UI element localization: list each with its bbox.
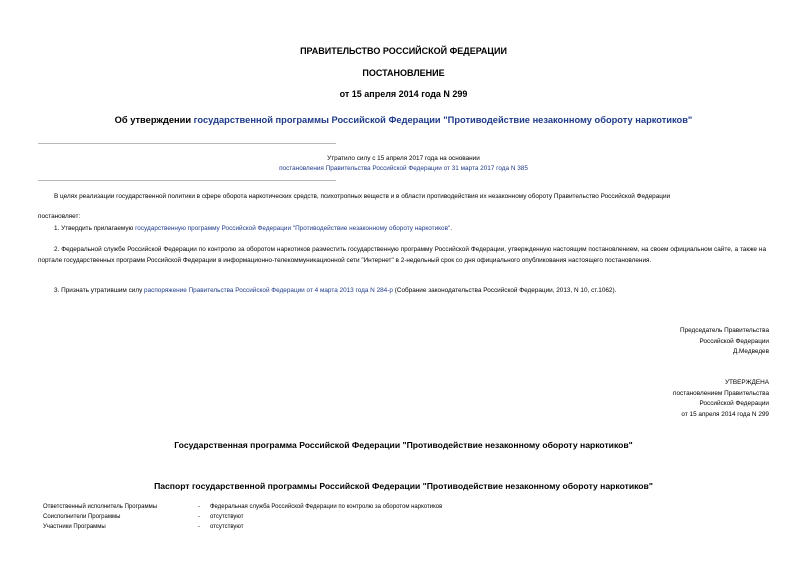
status-notice — [0, 154, 807, 174]
item-2 — [38, 245, 766, 266]
status-line: Утратило силу с 15 апреля 2017 года на основании — [327, 155, 480, 162]
item-3-suffix: (Собрание законодательства Российской Федерации, 2013, N 10, ст.1062). — [392, 287, 617, 294]
title-program-link[interactable]: государственной программы Российской Федерации "Противодействие незаконному обороту наркотиков" — [193, 115, 693, 125]
item-3 — [54, 286, 616, 297]
passport-row — [38, 523, 778, 533]
passport-title: Паспорт государственной программы Российской Федерации "Противодействие незаконному обороту наркотиков" — [154, 481, 653, 491]
approval-block — [469, 378, 769, 420]
passport-dash: - — [198, 514, 200, 520]
passport-row — [38, 513, 778, 523]
item-1 — [54, 224, 452, 235]
divider-top — [38, 143, 336, 144]
signature-position: Председатель Правительства — [680, 327, 769, 334]
item-3-prefix: 3. Признать утратившим силу — [54, 287, 145, 294]
item-1-suffix: . — [450, 225, 453, 232]
passport-label: Ответственный исполнитель Программы — [43, 504, 158, 510]
title-prefix: Об утверждении — [114, 115, 194, 125]
passport-value: Федеральная служба Российской Федерации по контролю за оборотом наркотиков — [210, 504, 443, 510]
approval-body: Российской Федерации — [699, 400, 769, 407]
item-2-text: 2. Федеральной службе Российской Федерации по контролю за оборотом наркотиков разместить государственную программу Российской Федерации, утвержденную настоящим постановлением, на своем официальном сайте, а также на портале государственных программ Российской Федерации в информационно-телекоммуникационной сети "Интернет" в 2-недельный срок со дня официального опубликования настоящего постановления. — [38, 246, 766, 264]
approval-word: УТВЕРЖДЕНА — [724, 379, 769, 386]
approval-by: постановлением Правительства — [673, 389, 769, 397]
passport-value: отсутствуют — [210, 524, 244, 530]
item-1-program-link[interactable]: государственную программу Российской Федерации "Противодействие незаконному обороту наркотиков" — [135, 225, 451, 232]
passport-value: отсутствуют — [210, 514, 244, 520]
signature-name: Д.Медведев — [732, 348, 769, 355]
passport-dash: - — [198, 504, 200, 510]
passport-row — [38, 503, 778, 513]
status-repeal-link[interactable]: постановления Правительства Российской Федерации от 31 марта 2017 года N 385 — [279, 165, 528, 172]
passport-dash: - — [198, 524, 200, 530]
passport-label: Участники Программы — [43, 524, 106, 530]
passport-label: Соисполнители Программы — [43, 514, 121, 520]
divider-bottom — [38, 180, 336, 181]
document-type: ПОСТАНОВЛЕНИЕ — [362, 68, 445, 78]
document-title — [0, 115, 807, 125]
intro-paragraph: В целях реализации государственной политики в сфере оборота наркотических средств, психотропных веществ и в области противодействия их незаконному обороту Правительство Российской Федерации — [54, 193, 671, 200]
item-3-order-link[interactable]: распоряжение Правительства Российской Федерации от 4 марта 2013 года N 284-р — [144, 287, 393, 294]
document-date: от 15 апреля 2014 года N 299 — [339, 89, 468, 99]
government-heading: ПРАВИТЕЛЬСТВО РОССИЙСКОЙ ФЕДЕРАЦИИ — [300, 46, 507, 56]
program-title: Государственная программа Российской Федерации "Противодействие незаконному обороту наркотиков" — [174, 440, 633, 450]
decree-word: постановляет: — [38, 213, 81, 220]
signature-body: Российской Федерации — [699, 337, 769, 345]
approval-date: от 15 апреля 2014 года N 299 — [681, 410, 769, 418]
item-1-prefix: 1. Утвердить прилагаемую — [54, 225, 136, 232]
signature-block — [469, 326, 769, 358]
